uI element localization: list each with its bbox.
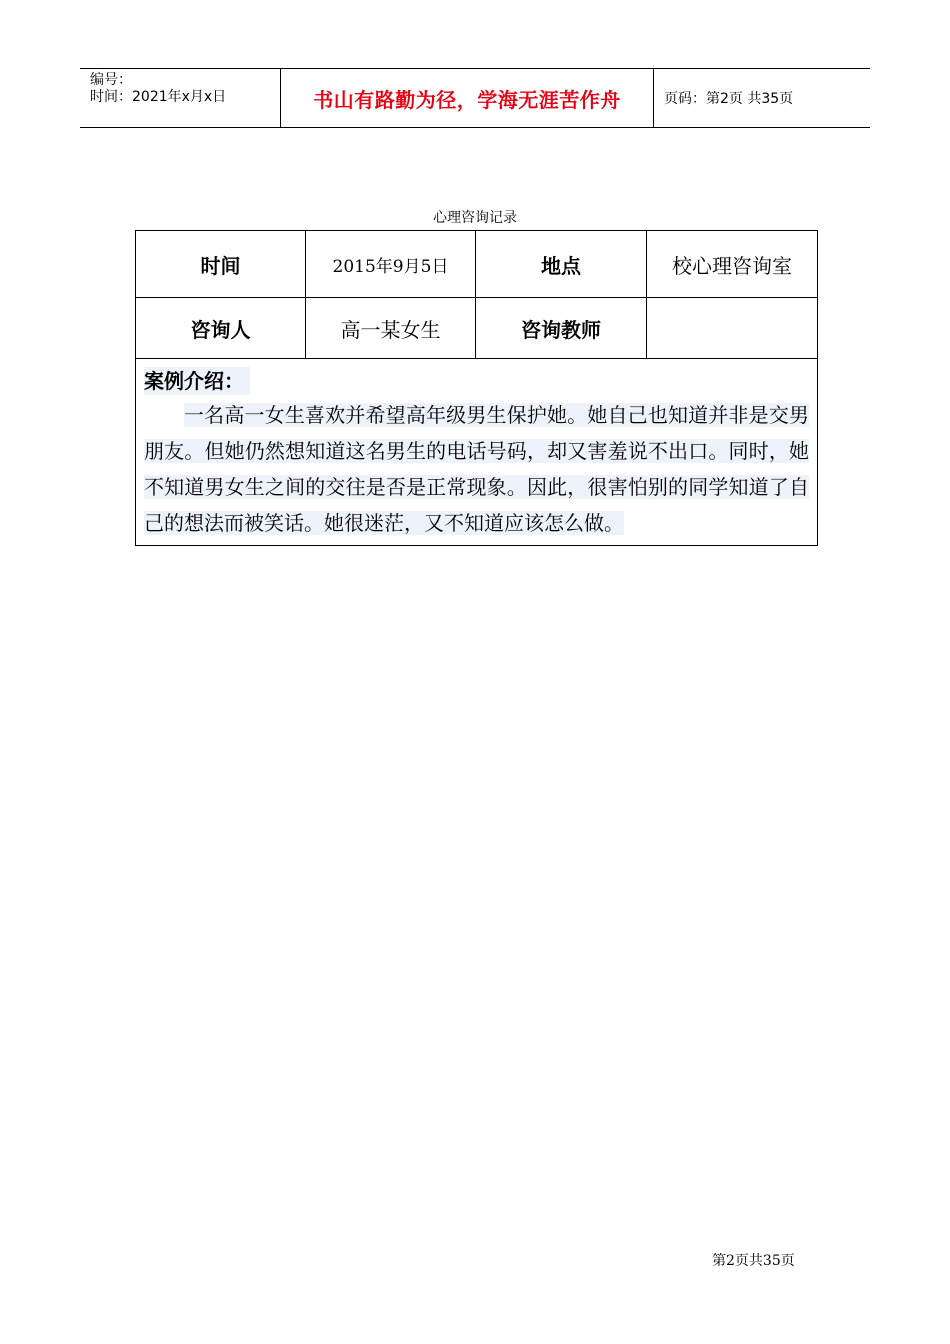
table-row bbox=[136, 298, 818, 359]
counselor-value bbox=[647, 298, 818, 359]
client-label: 咨询人 bbox=[136, 298, 306, 359]
consultation-record-table bbox=[135, 230, 818, 546]
document-title: 心理咨询记录 bbox=[433, 210, 517, 226]
table-row bbox=[136, 359, 818, 546]
case-body-text: 一名高一女生喜欢并希望高年级男生保护她。她自己也知道并非是交男朋友。但她仍然想知道这名男生的电话号码，却又害羞说不出口。同时，她不知道男女生之间的交往是否是正常现象。因此，很害怕别的同学知道了自己的想法而被笑话。她很迷茫，又不知道应该怎么做。 bbox=[144, 403, 809, 535]
page-header bbox=[80, 68, 870, 128]
time-label: 时间 bbox=[136, 231, 306, 298]
case-body bbox=[144, 397, 809, 541]
counselor-label: 咨询教师 bbox=[476, 298, 647, 359]
header-page-info: 页码：第2页 共35页 bbox=[664, 91, 794, 107]
time-value: 2015年9月5日 bbox=[306, 231, 476, 298]
case-title: 案例介绍： bbox=[144, 367, 250, 395]
place-value: 校心理咨询室 bbox=[647, 231, 818, 298]
case-cell bbox=[136, 359, 818, 546]
header-meta bbox=[80, 69, 281, 127]
page-footer: 第2页共35页 bbox=[712, 1253, 795, 1269]
place-label: 地点 bbox=[476, 231, 647, 298]
header-date-line: 时间：2021年x月x日 bbox=[90, 89, 227, 105]
header-number-label: 编号： bbox=[90, 72, 132, 88]
header-motto: 书山有路勤为径，学海无涯苦作舟 bbox=[281, 69, 654, 127]
client-value: 高一某女生 bbox=[306, 298, 476, 359]
table-row bbox=[136, 231, 818, 298]
